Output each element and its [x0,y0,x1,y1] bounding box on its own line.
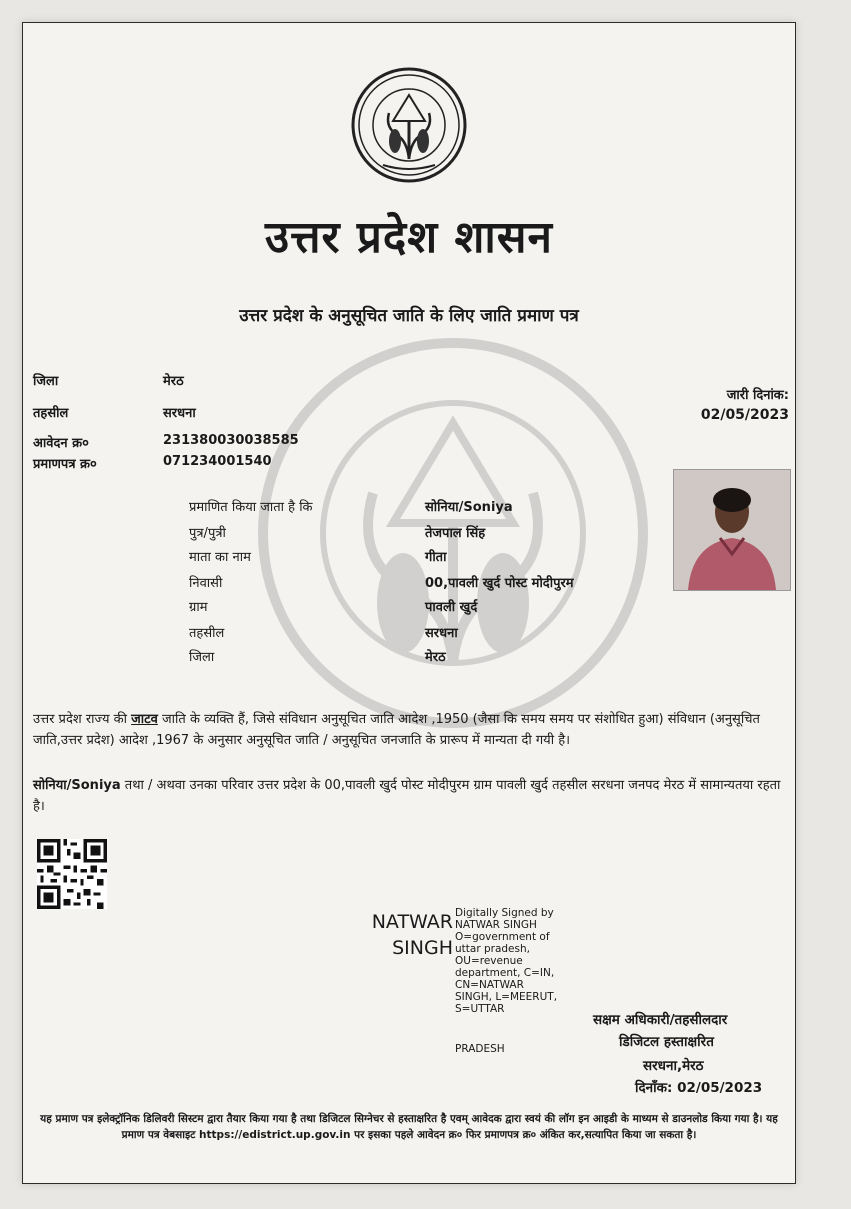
grid-value-father: तेजपाल सिंह [425,526,486,541]
certificate-page [22,22,796,1184]
officer-date: दिनाँक: 02/05/2023 [635,1080,763,1096]
footer-note: यह प्रमाण पत्र इलेक्ट्रॉनिक डिलिवरी सिस्टम द्वारा तैयार किया गया है तथा डिजिटल सिग्नेचर से हस्ताक्षरित है एवम् आवेदक द्वारा स्वयं की लॉग इन आइडी के माध्यम से डाउनलोड किया गया है। यह प्रमाण पत्र वेबसाइट https://edistrict.up.gov.in पर इसका पहले आवेदन क्र० फिर प्रमाणपत्र क्र० अंकित कर,सत्यापित किया जा सकता है। [40,1113,778,1141]
grid-label-resident: निवासी [189,576,223,591]
signature-line: SINGH, L=MEERUT, [455,991,558,1003]
grid-value-resident: 00,पावली खुर्द पोस्ट मोदीपुरम [425,576,574,591]
signature-line: OU=revenue [455,955,523,967]
grid-label-mother: माता का नाम [189,550,251,565]
tehsil-label: तहसील [33,406,69,421]
body-text: तथा / अथवा उनका परिवार उत्तर प्रदेश के 00,पावली खुर्द पोस्ट मोदीपुरम ग्राम पावली खुर्द तहसील सरधना जनपद मेरठ में सामान्यतया रहता है। [33,778,781,814]
district-label: जिला [33,374,59,389]
signature-line: Digitally Signed by [455,907,554,919]
grid-value-village: पावली खुर्द [425,600,478,615]
body-text: जाति के व्यक्ति हैं, जिसे संविधान अनुसूचित जाति आदेश ,1950 (जैसा कि समय समय पर संशोधित हुआ) संविधान (अनुसूचित जाति,उत्तर प्रदेश) आदेश ,1967 के अनुसार अनुसूचित जाति / अनुसूचित जनजाति के प्रारूप में मान्यता दी गयी है। [33,712,760,748]
application-label: आवेदन क्र० [33,436,89,451]
certificate-subtitle: उत्तर प्रदेश के अनुसूचित जाति के लिए जाति प्रमाण पत्र [239,306,579,326]
certificate-number-label: प्रमाणपत्र क्र० [33,457,97,472]
signature-line: S=UTTAR [455,1003,505,1015]
grid-label-village: ग्राम [189,600,208,615]
officer-designation: सक्षम अधिकारी/तहसीलदार [593,1012,728,1028]
body-text: उत्तर प्रदेश राज्य की [33,712,132,727]
application-value: 231380030038585 [163,433,299,448]
signature-line: NATWAR SINGH [455,919,537,931]
certificate-body-paragraph-2 [33,775,785,817]
issue-date-value: 02/05/2023 [700,407,789,423]
digital-signature-details [455,907,575,1015]
grid-value-name: सोनिया/Soniya [425,500,513,515]
grid-value-tehsil: सरधना [425,626,458,641]
tehsil-value: सरधना [163,406,196,421]
district-value: मेरठ [163,374,184,389]
applicant-photo [673,469,791,591]
digitally-signed-label: डिजिटल हस्ताक्षरित [619,1034,714,1050]
qr-code-icon[interactable] [37,839,107,909]
page-title: उत्तर प्रदेश शासन [265,212,553,263]
officer-location: सरधना,मेरठ [643,1058,704,1074]
signature-line: uttar pradesh, [455,943,530,955]
signature-line: CN=NATWAR [455,979,524,991]
signature-line: O=government of [455,931,550,943]
caste-name: जाटव [131,712,158,727]
grid-value-mother: गीता [425,550,447,565]
grid-value-district: मेरठ [425,650,446,665]
grid-label-child-of: पुत्र/पुत्री [189,526,226,541]
issue-date-label: जारी दिनांक: [726,388,789,403]
signer-name-line2: SINGH [392,937,453,959]
grid-label-tehsil: तहसील [189,626,225,641]
certificate-number-value: 071234001540 [163,454,272,469]
signature-state: PRADESH [455,1043,505,1055]
up-govt-emblem-icon [349,65,469,185]
signature-line: department, C=IN, [455,967,555,979]
grid-label-district: जिला [189,650,215,665]
signer-name-line1: NATWAR [371,911,453,933]
applicant-name: सोनिया/Soniya [33,778,121,793]
grid-label-certified: प्रमाणित किया जाता है कि [189,500,313,515]
certificate-body-paragraph-1 [33,709,785,751]
